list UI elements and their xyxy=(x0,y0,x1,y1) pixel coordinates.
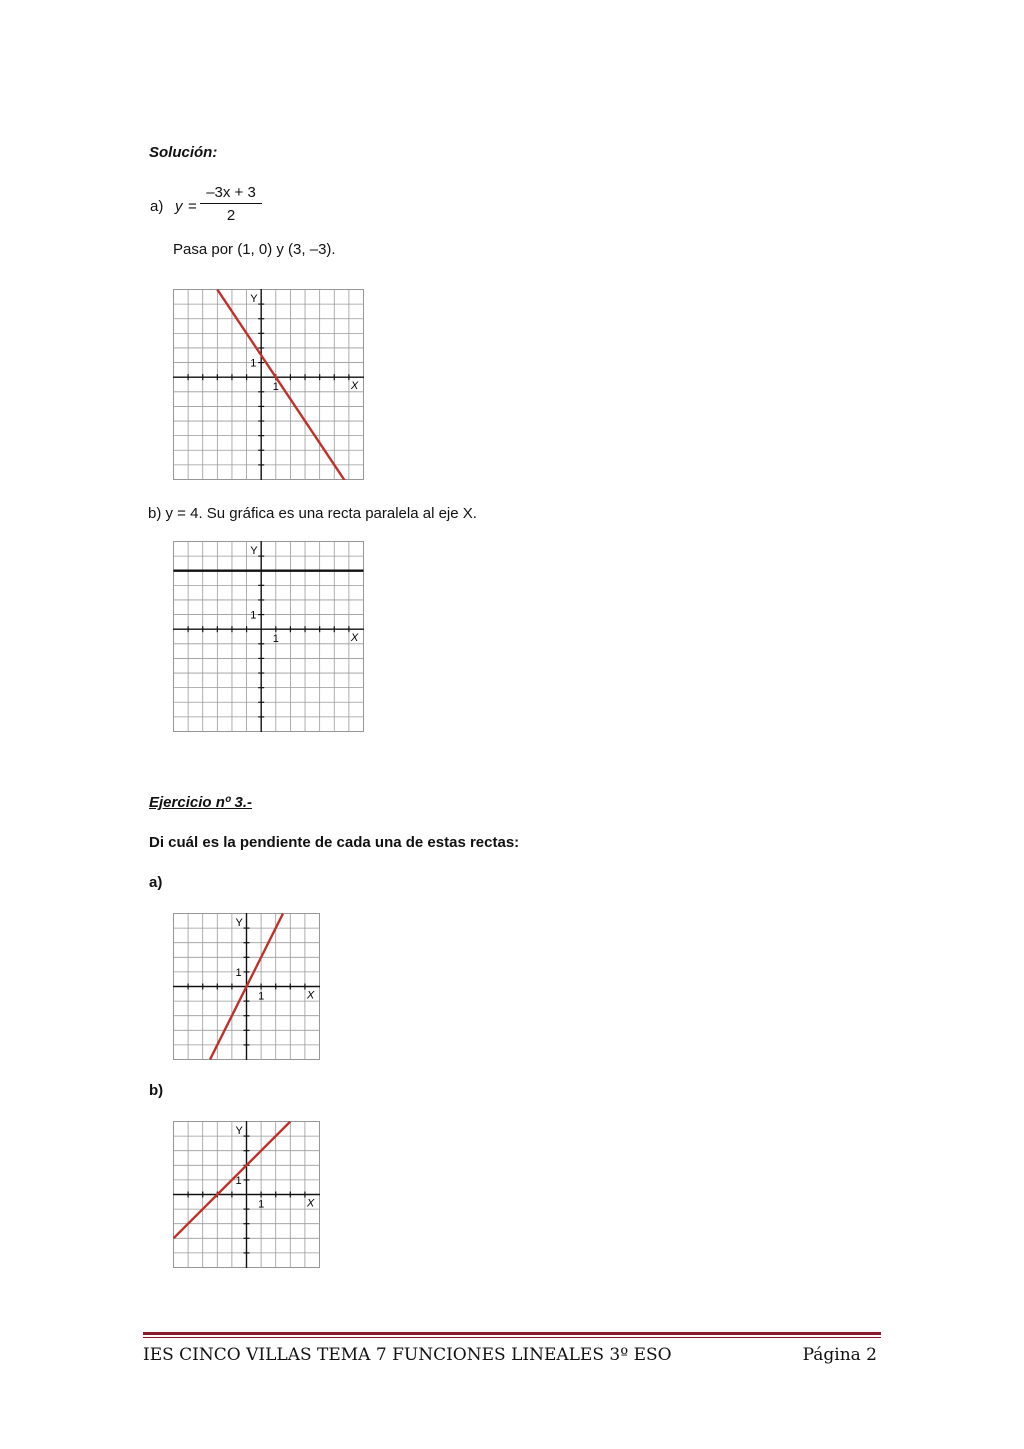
y-tick-label: 1 xyxy=(235,1174,242,1187)
part-b-text: b) y = 4. Su gráfica es una recta paralela al eje X. xyxy=(148,505,477,522)
y-tick-label: 1 xyxy=(235,966,242,979)
exercise-label-a: a) xyxy=(149,874,163,891)
part-a-label: a) xyxy=(150,198,164,215)
y-tick-label: 1 xyxy=(250,609,257,622)
footer-left-text: IES CINCO VILLAS TEMA 7 FUNCIONES LINEALES 3º ESO xyxy=(143,1345,672,1365)
passes-through-text: Pasa por (1, 0) y (3, –3). xyxy=(173,241,336,258)
x-axis-label: X xyxy=(306,989,315,1002)
x-tick-label: 1 xyxy=(258,990,265,1003)
equation-y: y xyxy=(175,198,183,215)
equation-fraction xyxy=(200,184,262,224)
y-tick-label: 1 xyxy=(250,357,257,370)
y-axis-label: Y xyxy=(250,293,258,306)
chart-exercise-b xyxy=(173,1121,320,1268)
x-tick-label: 1 xyxy=(272,633,279,646)
chart-part-b xyxy=(173,541,364,732)
x-tick-label: 1 xyxy=(258,1198,265,1211)
footer-rule xyxy=(143,1332,881,1335)
chart-frame xyxy=(174,290,364,480)
equation-equals: = xyxy=(188,198,197,215)
x-axis-label: X xyxy=(306,1197,315,1210)
exercise-question: Di cuál es la pendiente de cada una de estas rectas: xyxy=(149,834,520,851)
y-axis-label: Y xyxy=(250,545,258,558)
x-axis-label: X xyxy=(350,380,359,393)
x-tick-label: 1 xyxy=(272,381,279,394)
fraction-numerator: –3x + 3 xyxy=(200,184,262,204)
y-axis-label: Y xyxy=(235,917,243,930)
chart-part-a xyxy=(173,289,364,480)
chart-exercise-a xyxy=(173,913,320,1060)
exercise-title: Ejercicio nº 3.- xyxy=(149,794,253,811)
fraction-denominator: 2 xyxy=(226,207,236,224)
x-axis-label: X xyxy=(350,632,359,645)
solution-heading: Solución: xyxy=(149,144,218,161)
y-axis-label: Y xyxy=(235,1125,243,1138)
exercise-label-b: b) xyxy=(149,1082,164,1099)
footer-rule-thin xyxy=(143,1337,881,1338)
page-number: Página 2 xyxy=(802,1345,877,1365)
